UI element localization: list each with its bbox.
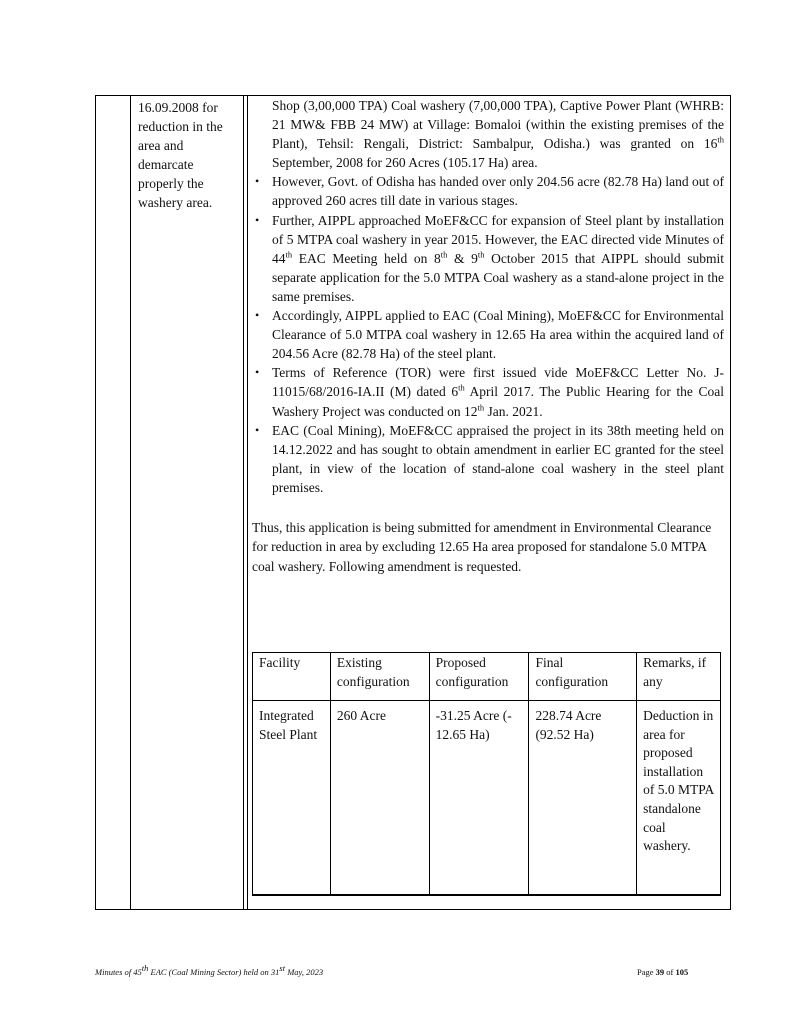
bullet-icon: •	[255, 422, 260, 437]
amendment-table	[252, 652, 721, 896]
details-column	[252, 96, 724, 590]
list-item: • Further, AIPPL approached MoEF&CC for expansion of Steel plant by installation of 5 MTPA coal washery in year 2015. However, the EAC directed vide Minutes of 44th EAC Meeting held on 8th & 9th October 2015 that AIPPL should submit separate application for the 5.0 MTPA Coal washery as a stand-alone project in the same premises.	[255, 212, 724, 304]
list-item: • EAC (Coal Mining), MoEF&CC appraised the project in its 38th meeting held on 14.12.2022 and has sought to obtain amendment in earlier EC granted for the steel plant, in view of the location of stand-alone coal washery in the steel plant premises.	[255, 422, 724, 495]
table-cell: Integrated Steel Plant	[253, 701, 331, 896]
reason-line: reduction in the	[138, 119, 223, 134]
table-cell: 260 Acre	[330, 701, 429, 896]
reason-line: washery area.	[138, 195, 213, 210]
table-header-row	[253, 653, 721, 701]
table-cell: 228.74 Acre (92.52 Ha)	[529, 701, 637, 896]
list-item: • Terms of Reference (TOR) were first issued vide MoEF&CC Letter No. J-11015/68/2016-IA.II (M) dated 6th April 2017. The Public Hearing for the Coal Washery Project was conducted on 12th Jan. 2021.	[255, 365, 724, 419]
table-header-cell: Remarks, if any	[637, 653, 721, 701]
bullet-icon: •	[255, 365, 260, 380]
bullet-icon: •	[255, 212, 260, 227]
column-divider	[247, 95, 248, 910]
continued-paragraph: Shop (3,00,000 TPA) Coal washery (7,00,000 TPA), Captive Power Plant (WHRB: 21 MW& FBB 24 MW) at Village: Bomaloi (within the existing premises of the Plant), Tehsil: Rengali, District: Sambalpur, Odisha.) was granted on 16th September, 2008 for 260 Acres (105.17 Ha) area.	[272, 98, 724, 171]
list-item: • However, Govt. of Odisha has handed over only 204.56 acre (82.78 Ha) land out of approved 260 acres till date in various stages.	[255, 174, 724, 209]
footer-page-number: Page 39 of 105	[637, 967, 689, 977]
table-cell: Deduction in area for proposed installation of 5.0 MTPA standalone coal washery.	[637, 701, 721, 896]
reason-line: properly the	[138, 176, 204, 191]
reason-line: area and	[138, 138, 184, 153]
bullet-icon: •	[255, 308, 260, 323]
table-row	[253, 701, 721, 896]
footer-minutes-title: Minutes of 45th EAC (Coal Mining Sector) held on 31st May, 2023	[95, 963, 324, 977]
table-header-cell: Existing configuration	[330, 653, 429, 701]
bullet-icon: •	[255, 174, 260, 189]
table-header-cell: Final configuration	[529, 653, 637, 701]
column-divider	[243, 95, 244, 910]
table-header-cell: Facility	[253, 653, 331, 701]
column-divider	[130, 95, 131, 910]
reason-line: demarcate	[138, 157, 194, 172]
table-cell: -31.25 Acre (- 12.65 Ha)	[429, 701, 529, 896]
bullet-list	[252, 172, 724, 497]
reason-column	[138, 98, 240, 212]
amendment-intro: Thus, this application is being submitted for amendment in Environmental Clearance for reduction in area by excluding 12.65 Ha area proposed for standalone 5.0 MTPA coal washery. Following amendment is requested.	[252, 519, 712, 574]
reason-line: 16.09.2008 for	[138, 100, 218, 115]
list-item: • Accordingly, AIPPL applied to EAC (Coal Mining), MoEF&CC for Environmental Clearance of 5.0 MTPA coal washery in 12.65 Ha area within the acquired land of 204.56 Acre (82.78 Ha) of the steel plant.	[255, 308, 724, 362]
table-header-cell: Proposed configuration	[429, 653, 529, 701]
